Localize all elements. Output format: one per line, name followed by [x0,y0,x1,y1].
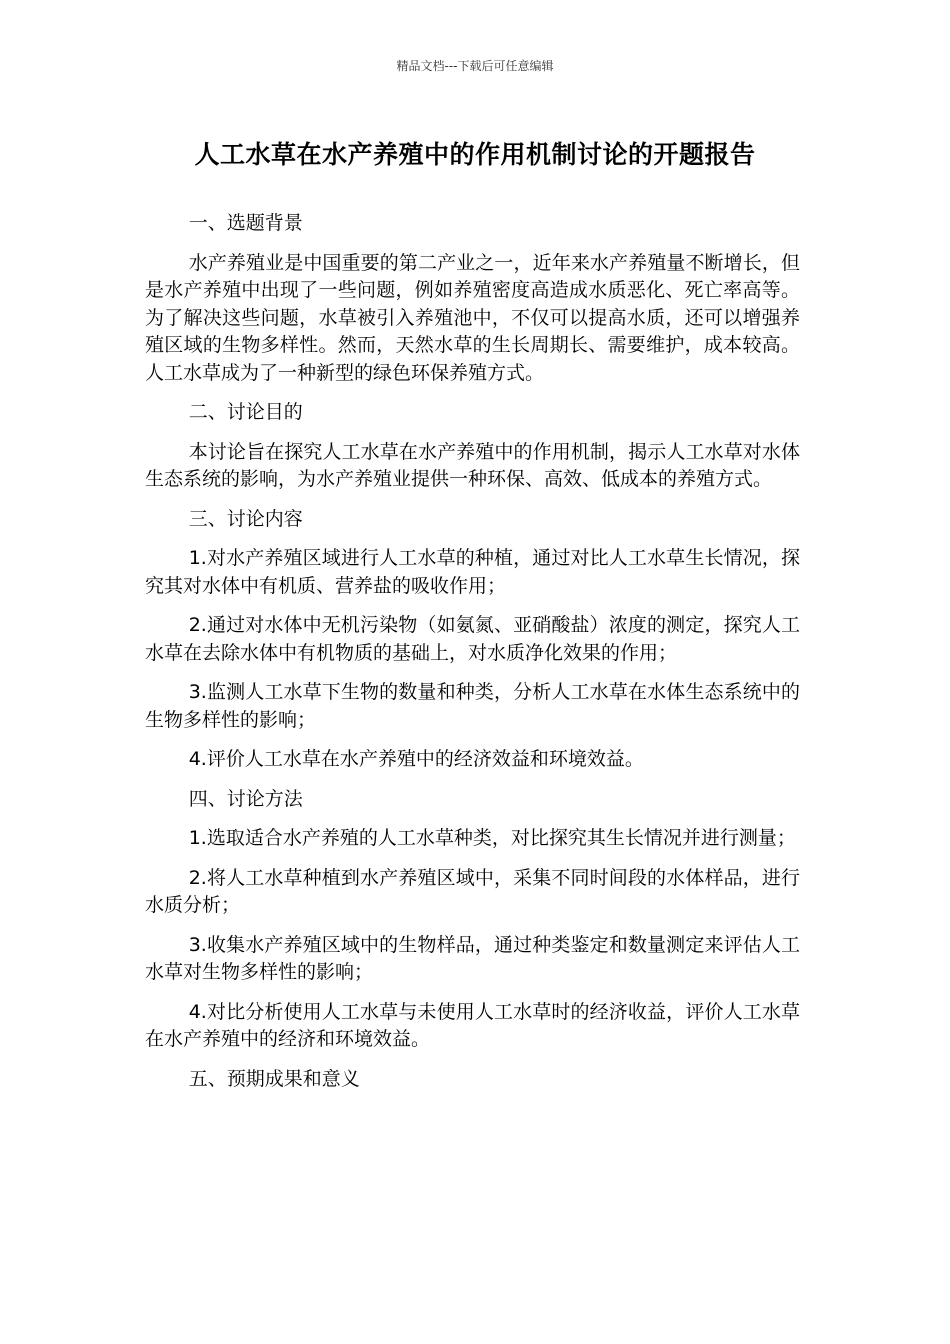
content-item-1: 1.对水产养殖区域进行人工水草的种植，通过对比人工水草生长情况，探究其对水体中有机质、营养盐的吸收作用； [145,547,800,597]
method-item-2: 2.将人工水草种植到水产养殖区域中，采集不同时间段的水体样品，进行水质分析； [145,866,800,916]
content-item-2: 2.通过对水体中无机污染物（如氨氮、亚硝酸盐）浓度的测定，探究人工水草在去除水体中有机物质的基础上，对水质净化效果的作用； [145,614,800,664]
header-note: 精品文档---下载后可任意编辑 [396,59,554,73]
method-item-4: 4.对比分析使用人工水草与未使用人工水草时的经济收益，评价人工水草在水产养殖中的经济和环境效益。 [145,1000,800,1050]
content-item-4: 4.评价人工水草在水产养殖中的经济效益和环境效益。 [188,748,644,770]
section-heading-purpose: 二、讨论目的 [188,401,303,423]
method-item-1: 1.选取适合水产养殖的人工水草种类，对比探究其生长情况并进行测量； [188,827,796,849]
document-body [145,210,800,1105]
content-item-3: 3.监测人工水草下生物的数量和种类，分析人工水草在水体生态系统中的生物多样性的影响； [145,681,800,731]
method-item-3: 3.收集水产养殖区域中的生物样品，通过种类鉴定和数量测定来评估人工水草对生物多样性的影响； [145,933,800,983]
background-paragraph: 水产养殖业是中国重要的第二产业之一，近年来水产养殖量不断增长，但是水产养殖中出现了一些问题，例如养殖密度高造成水质恶化、死亡率高等。为了解决这些问题，水草被引入养殖池中，不仅可以提高水质，还可以增强养殖区域的生物多样性。然而，天然水草的生长周期长、需要维护，成本较高。人工水草成为了一种新型的绿色环保养殖方式。 [145,251,800,384]
section-heading-methods: 四、讨论方法 [188,787,303,810]
section-heading-background: 一、选题背景 [188,212,303,234]
document-title: 人工水草在水产养殖中的作用机制讨论的开题报告 [194,140,756,169]
section-heading-content: 三、讨论内容 [188,507,303,530]
purpose-paragraph: 本讨论旨在探究人工水草在水产养殖中的作用机制，揭示人工水草对水体生态系统的影响，为水产养殖业提供一种环保、高效、低成本的养殖方式。 [145,440,800,490]
section-heading-outcomes: 五、预期成果和意义 [188,1067,360,1090]
